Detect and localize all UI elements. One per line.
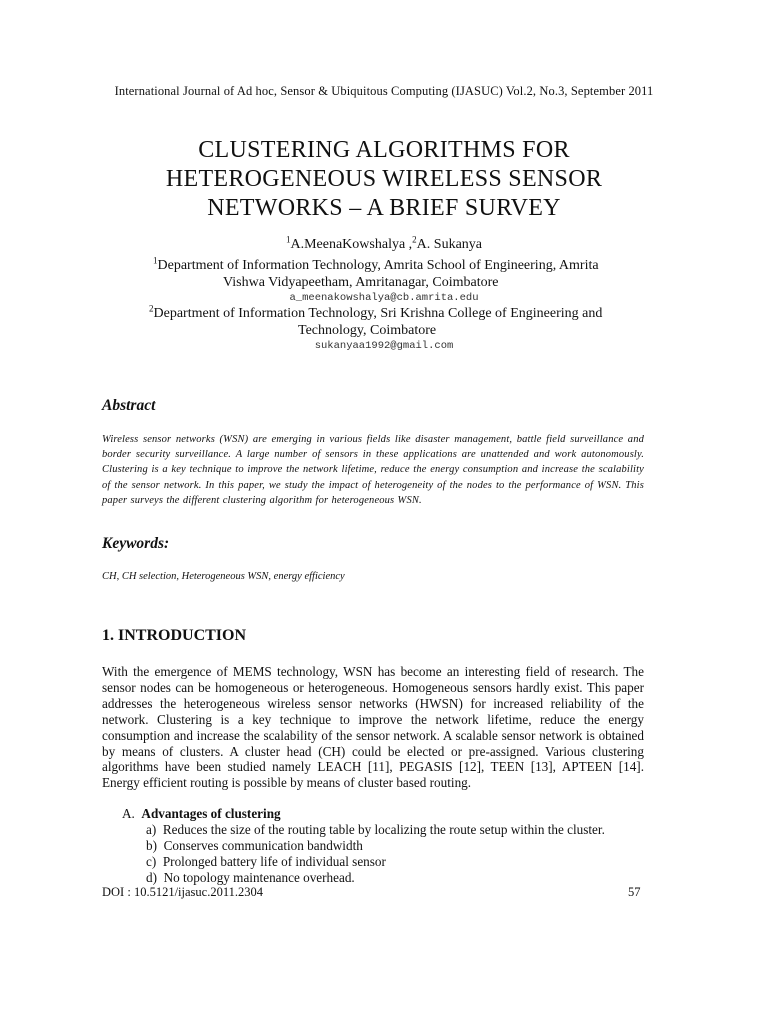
affiliation1-line2: Vishwa Vidyapeetham, Amritanagar, Coimbatore bbox=[223, 275, 499, 290]
list-item: d) No topology maintenance overhead. bbox=[146, 869, 355, 885]
introduction-text: With the emergence of MEMS technology, WSN has become an interesting field of research. The sensor nodes can be homogeneous or heterogeneous. Homogeneous sensors hardly exist. This paper addresses the heterogeneous wireless sensor networks (HWSN) for increased reliability of the network. Clustering is a key technique to improve the network lifetime, reduce the energy consumption and increase the scalability of the sensor network. A scalable sensor network is obtained by means of clusters. A cluster head (CH) could be elected or pre-assigned. Various clustering algorithms have been studied namely LEACH [11], PEGASIS [12], TEEN [13], APTEEN [14]. Energy efficient routing is possible by means of cluster based routing. bbox=[102, 664, 644, 791]
list-item: a) Reduces the size of the routing table by localizing the route setup within the cluster. bbox=[146, 822, 605, 837]
author2-superscript: 2 bbox=[412, 234, 417, 245]
affiliation2-line1-text: Department of Information Technology, Sri Krishna College of Engineering and bbox=[153, 306, 603, 321]
journal-header: International Journal of Ad hoc, Sensor & Ubiquitous Computing (IJASUC) Vol.2, No.3, September 2011 bbox=[114, 84, 654, 98]
list-item: c) Prolonged battery life of individual sensor bbox=[146, 853, 386, 869]
author2-name: A. Sukanya bbox=[416, 237, 482, 252]
affiliation1-line1 bbox=[153, 255, 599, 274]
affiliation2-superscript: 2 bbox=[149, 303, 154, 314]
author1-name: A.MeenaKowshalya , bbox=[290, 237, 413, 252]
affiliation1-email: a_meenakowshalya@cb.amrita.edu bbox=[289, 292, 479, 304]
author1-superscript: 1 bbox=[285, 234, 291, 245]
advantages-title: Advantages of clustering bbox=[141, 806, 281, 821]
affiliation2-line1 bbox=[149, 303, 603, 322]
abstract-heading: Abstract bbox=[102, 397, 156, 414]
affiliation1-line1-text: Department of Information Technology, Amrita School of Engineering, Amrita bbox=[157, 258, 599, 273]
introduction-heading: 1. INTRODUCTION bbox=[102, 627, 247, 644]
affiliation2-email: sukanyaa1992@gmail.com bbox=[314, 340, 454, 352]
title-line-3: NETWORKS – A BRIEF SURVEY bbox=[207, 195, 561, 221]
advantages-list bbox=[146, 822, 605, 886]
doi-footer: DOI : 10.5121/ijasuc.2011.2304 bbox=[102, 885, 263, 899]
keywords-text: CH, CH selection, Heterogeneous WSN, energy efficiency bbox=[102, 571, 345, 582]
page-number: 57 bbox=[628, 885, 641, 899]
list-item: b) Conserves communication bandwidth bbox=[146, 837, 363, 853]
title-line-2: HETEROGENEOUS WIRELESS SENSOR bbox=[165, 166, 603, 192]
keywords-heading: Keywords: bbox=[102, 535, 170, 552]
title-line-1: CLUSTERING ALGORITHMS FOR bbox=[198, 137, 570, 163]
advantages-heading bbox=[122, 806, 281, 822]
affiliation1-superscript: 1 bbox=[153, 255, 158, 266]
paper-title bbox=[84, 136, 684, 223]
author-list bbox=[0, 234, 768, 253]
affiliation2-line2: Technology, Coimbatore bbox=[298, 323, 437, 338]
abstract-text: Wireless sensor networks (WSN) are emerging in various fields like disaster management, battle field surveillance and border security surveillance. A large number of sensors in these applications are unattended and work autonomously. Clustering is a key technique to improve the network lifetime, reduce the energy consumption and increase the scalability of the sensor network. In this paper, we study the impact of heterogeneity of the nodes to the performance of WSN. This paper surveys the different clustering algorithm for heterogeneous WSN. bbox=[102, 434, 644, 506]
advantages-marker: A. bbox=[122, 806, 135, 821]
